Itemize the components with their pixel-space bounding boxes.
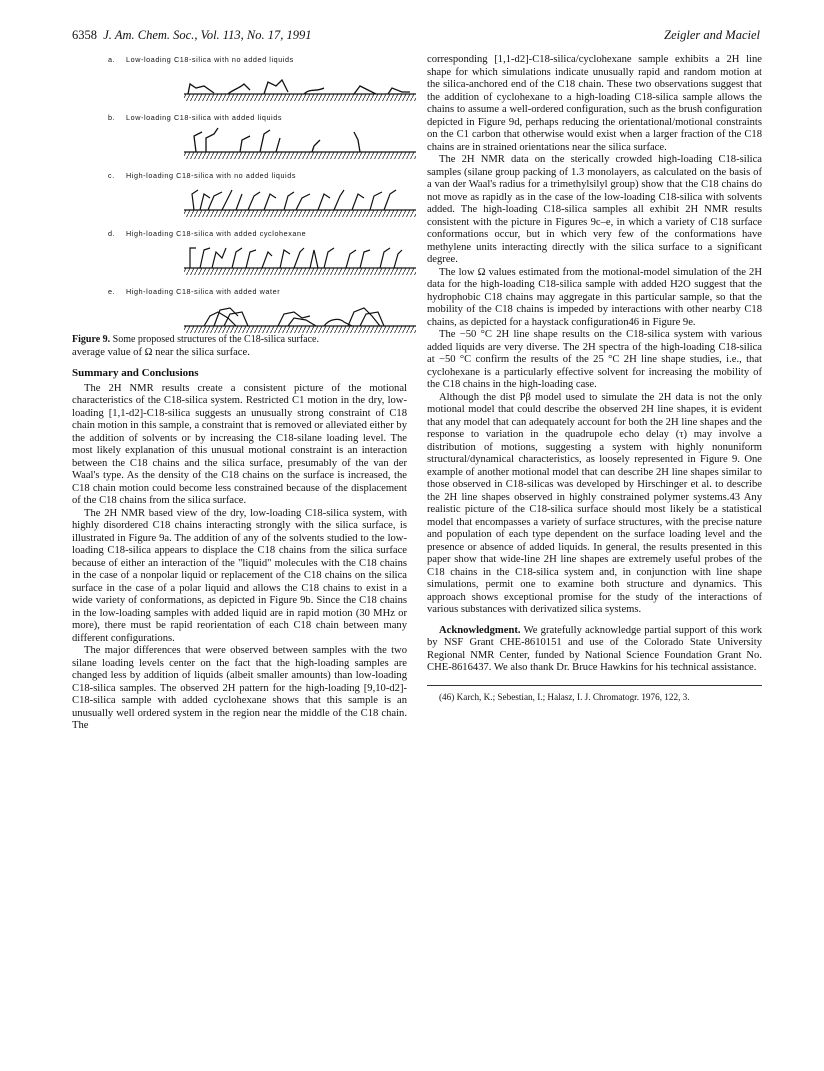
paragraph-continued: corresponding [1,1-d2]-C18-silica/cyclohexane sample exhibits a 2H line shape for which simulations indicate unusually rapid and random motion at the silica-anchored end of the C18 chain. These two observations suggest that the addition of cyclohexane to a high-loading C18-silica sample allows the chains to assume a well-ordered configuration, such as the brush configuration depicted in Figure 9d, perhaps reducing the orientational/motional constraints on the C1 carbon that otherwise would exist when a larger fraction of the C18 chains are in strained orientations near the silica surface.: [427, 54, 762, 153]
left-column: [72, 54, 407, 733]
panel-a-caption: a. Low-loading C18-silica with no added liquids: [108, 55, 294, 64]
figure-caption-text: Some proposed structures of the C18-silica surface.: [112, 334, 319, 345]
figure-caption: [72, 334, 407, 347]
page-header: [72, 28, 760, 46]
figure-9: [72, 54, 407, 347]
panel-b-surface: [184, 124, 416, 160]
paragraph: The 2H NMR results create a consistent picture of the motional characteristics of the C18-silica system. Restricted C1 motion in the dry, low-loading [1,1-d2]-C18-silica suggests an unusually strong constraint of C18 chain motion in this sample, a constraint that is removed or alleviated either by the addition of solvents or by increasing the C18-silane loading level. The most likely explanation of this unusual motional constraint is an interaction between the C18 chains and the silica surface, presumably of the van der Waal's type. As the density of the C18 chains on the surface is increased, the C18 chain motion could become less constrained because of the displacement of the C18 chains from the silica surface.: [72, 382, 407, 506]
footnote-rule: [427, 685, 762, 686]
paragraph: The major differences that were observed between samples with the two silane loading levels center on the fact that the high-loading samples are changed less by addition of liquids (albeit smaller amounts) than low-loading C18-silica samples. The observed 2H pattern for the high-loading [9,10-d2]-C18-silica sample with added cyclohexane shows that this sample is an unusually well ordered system in the region near the middle of the C18 chain. The: [72, 645, 407, 731]
panel-d-caption: d. High-loading C18-silica with added cyclohexane: [108, 229, 307, 238]
header-left: [72, 28, 311, 43]
footnote: (46) Karch, K.; Sebestian, I.; Halasz, I. J. Chromatogr. 1976, 122, 3.: [439, 691, 690, 702]
panel-b-caption: b. Low-loading C18-silica with added liquids: [108, 113, 283, 122]
acknowledgment-label: Acknowledgment.: [439, 624, 521, 636]
panel-e-caption: e. High-loading C18-silica with added water: [108, 287, 281, 296]
section-heading: Summary and Conclusions: [72, 367, 199, 379]
panel-a-surface: [184, 66, 416, 102]
panel-d-surface: [184, 240, 416, 276]
panel-c-surface: [184, 182, 416, 218]
header-authors: Zeigler and Maciel: [664, 28, 760, 42]
paragraph: The −50 °C 2H line shape results on the C18-silica system with various added liquids are very diverse. The 2H spectra of the high-loading C18-silica at −50 °C confirm the results of the 25 °C 2H line shape studies, i.e., that cyclohexane is a particularly effective solvent for increasing the mobility of the C18 chains in the high-loading case.: [427, 329, 762, 390]
figure-caption-label: Figure 9.: [72, 334, 111, 345]
acknowledgment: [427, 625, 762, 675]
panel-c-caption: c. High-loading C18-silica with no added liquids: [108, 171, 297, 180]
panel-e-surface: [184, 298, 416, 334]
paragraph: Although the dist Pβ model used to simulate the 2H data is not the only motional model that could describe the observed 2H line shapes, it is evident that any model that can adequately account for both the 2H line shapes and the response to variation in the quadrupole echo delay (τ) may involve a distribution of motions, suggesting a system with highly nonuniform structural/dynamical characteristics, as loosely represented in Figure 9. One example of another motional model that can describe 2H line shapes similar to those observed in C18-silicas was developed by Hirschinger et al. to describe the 2H line shapes observed in highly constrained polymer systems.43 Any realistic picture of the C18-silica surface should most likely be a statistical model that encompasses a variety of surface structures, with the precise nature and population of each type dependent on the surface loading level and the presence or absence of added liquids. In general, the results presented in this paper show that wide-line 2H line shapes are extremely useful probes of the C18 chains in the C18-silica system and, in conjunction with line shape simulations, permit one to examine both structure and dynamics. This approach shows exceptional promise for the study of the interactions of various substances with derivatized silica systems.: [427, 391, 762, 615]
journal-citation: J. Am. Chem. Soc., Vol. 113, No. 17, 1991: [103, 28, 312, 42]
page-number: 6358: [72, 28, 97, 42]
paragraph: The 2H NMR based view of the dry, low-loading C18-silica system, with highly disordered C18 chains interacting strongly with the silica surface, is illustrated in Figure 9a. The addition of any of the solvents studied to the low-loading C18-silica appears to displace the C18 chains from the silica surface because of either an interaction of the "liquid" molecules with the C18 chains in the case of a nonpolar liquid or replacement of the C18 chains on the silica surface in the case of a polar liquid and allows the C18 chains to exist in a wide variety of conformations, as depicted in Figure 9b. Since the C18 chains in the low-loading samples with added liquid are in rapid motion (30 MHz or more), there must be rapid reorientation of each C18 chain between many different configurations.: [72, 507, 407, 644]
paragraph-continued: average value of Ω near the silica surface.: [72, 346, 250, 358]
right-column: [427, 54, 762, 703]
paragraph: The low Ω values estimated from the motional-model simulation of the 2H data for the high-loading C18-silica sample with added H2O suggest that the hydrophobic C18 chains may aggregate in this particular sample, so that the mobility of the C18 chains is impeded by interactions with other nearby C18 chains, as depicted for a haystack configuration46 in Figure 9e.: [427, 266, 762, 328]
paragraph: The 2H NMR data on the sterically crowded high-loading C18-silica samples (silane group packing of 1.3 monolayers, as calculated on the basis of a van der Waal's radius for a trimethylsilyl group) show that the C18 chains do not move as rapidly as in the case of the low-loading C18-silica with solvents added. The high-loading C18-silica samples all exhibit 2H NMR results consistent with the picture in Figures 9c–e, in which a variety of C18 surface conformations occur, but in which very few of the conformations have methylene units interacting directly with the silica surface to a significant degree.: [427, 154, 762, 265]
acknowledgment-text: We gratefully acknowledge partial support of this work by NSF Grant CHE-8610151 and use of the Colorado State University Regional NMR Center, funded by National Science Foundation Grant No. CHE-8616437. We also thank Dr. Bruce Hawkins for his technical assistance.: [427, 624, 762, 673]
